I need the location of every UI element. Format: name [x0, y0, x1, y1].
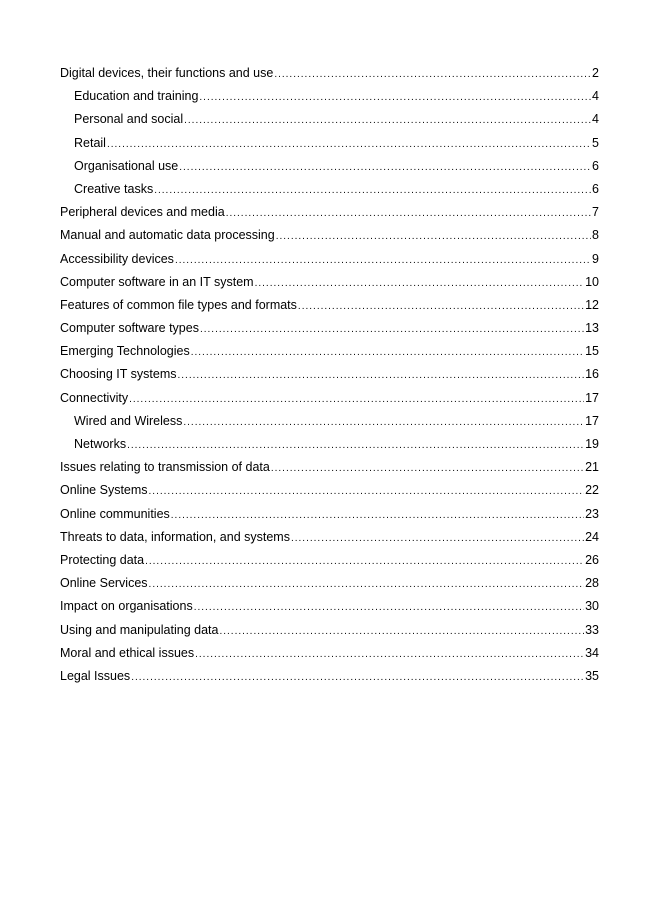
toc-dot-leader [200, 318, 584, 341]
toc-entry[interactable] [60, 665, 599, 688]
toc-entry[interactable] [60, 503, 599, 526]
toc-entry-page-number[interactable]: 22 [585, 483, 599, 498]
toc-entry-page-number[interactable]: 9 [592, 251, 599, 266]
toc-entry-page-number[interactable]: 5 [592, 135, 599, 150]
toc-entry-page-number[interactable]: 8 [592, 228, 599, 243]
toc-entry[interactable] [60, 132, 599, 155]
toc-entry-page-number[interactable]: 4 [592, 89, 599, 104]
toc-entry[interactable] [60, 410, 599, 433]
toc-entry[interactable] [60, 62, 599, 85]
toc-entry-page-number[interactable]: 26 [585, 552, 599, 567]
toc-dot-leader [149, 573, 585, 596]
toc-entry-title[interactable]: Issues relating to transmission of data [60, 460, 270, 475]
toc-entry-title[interactable]: Online Systems [60, 483, 148, 498]
toc-entry-title[interactable]: Retail [74, 135, 106, 150]
toc-entry[interactable] [60, 85, 599, 108]
toc-dot-leader [219, 620, 584, 643]
toc-entry-page-number[interactable]: 12 [585, 297, 599, 312]
toc-dot-leader [175, 249, 591, 272]
toc-entry[interactable] [60, 595, 599, 618]
toc-entry-title[interactable]: Protecting data [60, 552, 145, 567]
toc-entry-page-number[interactable]: 7 [592, 205, 599, 220]
toc-entry[interactable] [60, 271, 599, 294]
toc-dot-leader [154, 179, 591, 202]
toc-entry-page-number[interactable]: 35 [585, 668, 599, 683]
toc-dot-leader [195, 643, 584, 666]
toc-entry-page-number[interactable]: 6 [592, 181, 599, 196]
toc-entry[interactable] [60, 155, 599, 178]
toc-entry-page-number[interactable]: 17 [585, 413, 599, 428]
toc-dot-leader [191, 341, 584, 364]
toc-entry[interactable] [60, 224, 599, 247]
toc-entry-page-number[interactable]: 28 [585, 576, 599, 591]
toc-dot-leader [171, 504, 584, 527]
toc-dot-leader [298, 295, 584, 318]
toc-dot-leader [129, 388, 584, 411]
toc-entry-page-number[interactable]: 4 [592, 112, 599, 127]
toc-dot-leader [179, 156, 591, 179]
toc-dot-leader [131, 666, 584, 689]
toc-entry-page-number[interactable]: 24 [585, 529, 599, 544]
toc-entry-title[interactable]: Impact on organisations [60, 599, 193, 614]
toc-dot-leader [274, 63, 591, 86]
toc-dot-leader [276, 225, 591, 248]
toc-entry-title[interactable]: Features of common file types and formats [60, 297, 297, 312]
toc-dot-leader [291, 527, 584, 550]
toc-entry-page-number[interactable]: 10 [585, 274, 599, 289]
toc-entry-title[interactable]: Networks [74, 437, 127, 451]
toc-entry-page-number[interactable]: 16 [585, 367, 599, 382]
toc-entry-title[interactable]: Online Services [60, 576, 148, 591]
toc-entry-title[interactable]: Legal Issues [60, 668, 131, 683]
toc-entry-page-number[interactable]: 17 [585, 390, 599, 405]
toc-dot-leader [127, 434, 584, 457]
toc-entry[interactable] [60, 178, 599, 201]
toc-dot-leader [177, 364, 584, 387]
toc-dot-leader [107, 133, 591, 156]
toc-dot-leader [194, 596, 584, 619]
toc-entry-page-number[interactable]: 23 [585, 506, 599, 521]
toc-entry[interactable] [60, 387, 599, 410]
toc-dot-leader [271, 457, 584, 480]
toc-entry-title[interactable]: Manual and automatic data processing [60, 228, 275, 243]
toc-dot-leader [199, 86, 591, 109]
toc-dot-leader [255, 272, 585, 295]
toc-entry[interactable] [60, 340, 599, 363]
table-of-contents [60, 62, 599, 688]
toc-entry-page-number[interactable]: 19 [585, 437, 599, 451]
toc-entry-title[interactable]: Personal and social [74, 112, 184, 127]
toc-entry-title[interactable]: Choosing IT systems [60, 367, 177, 382]
toc-entry[interactable] [60, 572, 599, 595]
toc-entry[interactable] [60, 549, 599, 572]
toc-dot-leader [149, 480, 585, 503]
toc-entry-page-number[interactable]: 6 [592, 158, 599, 173]
toc-entry[interactable] [60, 433, 599, 456]
toc-entry-title[interactable]: Connectivity [60, 390, 129, 405]
toc-entry-title[interactable]: Wired and Wireless [74, 413, 183, 428]
toc-entry[interactable] [60, 294, 599, 317]
toc-entry-title[interactable]: Organisational use [74, 158, 179, 173]
toc-entry[interactable] [60, 317, 599, 340]
toc-entry[interactable] [60, 248, 599, 271]
toc-dot-leader [226, 202, 591, 225]
toc-entry[interactable] [60, 619, 599, 642]
toc-entry-title[interactable]: Peripheral devices and media [60, 205, 225, 220]
toc-entry-page-number[interactable]: 2 [592, 66, 599, 80]
toc-entry-page-number[interactable]: 21 [585, 460, 599, 475]
toc-entry[interactable] [60, 479, 599, 502]
toc-entry-title[interactable]: Moral and ethical issues [60, 645, 195, 660]
toc-entry-title[interactable]: Online communities [60, 506, 170, 521]
toc-dot-leader [183, 411, 584, 434]
toc-entry-title[interactable]: Digital devices, their functions and use [60, 66, 274, 80]
toc-entry[interactable] [60, 456, 599, 479]
toc-entry-page-number[interactable]: 34 [585, 645, 599, 660]
toc-dot-leader [145, 550, 584, 573]
toc-entry[interactable] [60, 201, 599, 224]
toc-entry[interactable] [60, 108, 599, 131]
toc-entry-title[interactable]: Accessibility devices [60, 251, 174, 266]
toc-entry-page-number[interactable]: 13 [585, 321, 599, 336]
toc-dot-leader [184, 109, 591, 132]
toc-entry-title[interactable]: Computer software types [60, 321, 199, 336]
toc-entry-title[interactable]: Emerging Technologies [60, 344, 190, 359]
toc-entry[interactable] [60, 526, 599, 549]
toc-entry-page-number[interactable]: 33 [585, 622, 599, 637]
toc-entry-title[interactable]: Computer software in an IT system [60, 274, 254, 289]
toc-entry[interactable] [60, 363, 599, 386]
toc-entry-title[interactable]: Education and training [74, 89, 199, 104]
toc-entry[interactable] [60, 642, 599, 665]
toc-entry-title[interactable]: Creative tasks [74, 181, 154, 196]
toc-entry-title[interactable]: Threats to data, information, and systems [60, 529, 290, 544]
toc-entry-page-number[interactable]: 30 [585, 599, 599, 614]
toc-entry-page-number[interactable]: 15 [585, 344, 599, 359]
toc-entry-title[interactable]: Using and manipulating data [60, 622, 219, 637]
